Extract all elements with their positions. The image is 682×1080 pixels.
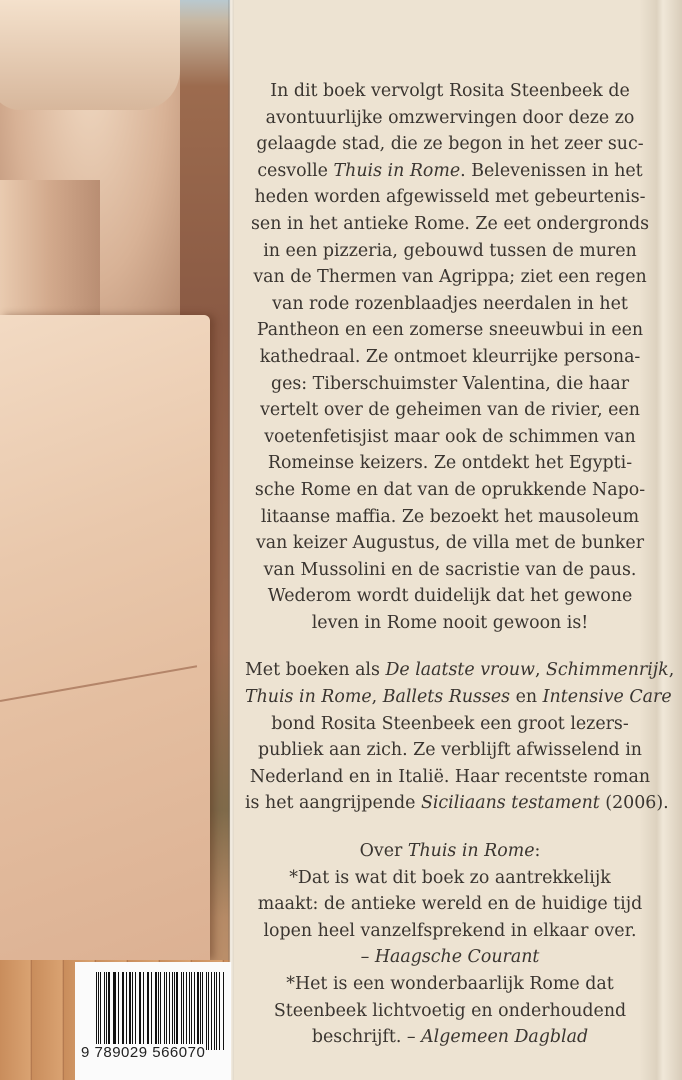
- blurb-line: [245, 998, 655, 1025]
- text-segment: In dit boek vervolgt Rosita Steenbeek de: [270, 81, 630, 101]
- text-segment: . Belevenissen in het: [460, 160, 643, 181]
- barcode-bar: [147, 972, 148, 1050]
- text-segment: en: [510, 687, 543, 708]
- blurb-text: [245, 78, 675, 1072]
- text-segment: is het aangrijpende: [245, 793, 421, 814]
- barcode-bar: [143, 972, 144, 1050]
- barcode: [75, 962, 231, 1080]
- blurb-line: [245, 158, 655, 185]
- blurb-line: [245, 737, 655, 764]
- blurb-line: [245, 424, 655, 451]
- column-shaft-image: [0, 180, 100, 320]
- barcode-bar: [100, 972, 101, 1050]
- text-segment: –: [360, 947, 375, 968]
- blurb-line: [245, 971, 655, 998]
- blurb-line: [245, 530, 655, 557]
- barcode-bar: [139, 972, 140, 1050]
- blurb-line: [245, 711, 655, 738]
- italic-title-text: Schimmenrijk: [546, 660, 669, 681]
- text-segment: cesvolle: [257, 160, 334, 181]
- text-segment: sen in het antieke Rome. Ze eet ondergronds: [251, 213, 649, 234]
- barcode-bar: [126, 972, 127, 1050]
- text-segment: (2006).: [599, 793, 669, 814]
- blurb-line: [245, 583, 655, 610]
- barcode-bar: [200, 972, 201, 1050]
- barcode-bar: [219, 972, 220, 1050]
- text-segment: van rode rozenblaadjes neerdalen in het: [272, 293, 628, 314]
- text-segment: lopen heel vanzelfsprekend in elkaar over.: [263, 920, 637, 941]
- barcode-bar: [216, 972, 217, 1050]
- barcode-bar: [181, 972, 183, 1050]
- blurb-line: [245, 557, 655, 584]
- barcode-bar: [108, 972, 110, 1050]
- barcode-bar: [194, 972, 195, 1050]
- text-segment: *Dat is wat dit boek zo aantrekkelijk: [289, 867, 611, 888]
- barcode-bar: [208, 972, 209, 1050]
- barcode-bar: [169, 972, 170, 1050]
- text-segment: heden worden afgewisseld met gebeurtenis-: [254, 187, 646, 208]
- text-segment: vertelt over de geheimen van de rivier, een: [260, 400, 640, 421]
- blurb-line: [245, 944, 655, 971]
- blurb-line: [245, 891, 655, 918]
- blurb-line: [245, 657, 675, 684]
- barcode-bar: [211, 972, 212, 1050]
- italic-title-text: Siciliaans testament: [420, 793, 600, 814]
- barcode-bar: [183, 972, 184, 1050]
- text-segment: leven in Rome nooit gewoon is!: [311, 612, 589, 633]
- blurb-line: [245, 1024, 655, 1051]
- blurb-paragraph: [245, 838, 655, 1051]
- blurb-line: [245, 264, 655, 291]
- text-segment: van Mussolini en de sacristie van de paus.: [263, 559, 637, 580]
- barcode-bar: [96, 972, 97, 1050]
- barcode-bar: [172, 972, 173, 1050]
- blurb-line: [245, 865, 655, 892]
- blurb-line: [245, 684, 672, 711]
- text-segment: Wederom wordt duidelijk dat het gewone: [267, 586, 633, 607]
- text-segment: avontuurlijke omzwervingen door deze zo: [265, 107, 635, 128]
- barcode-bar: [206, 972, 208, 1050]
- text-segment: Pantheon en een zomerse sneeuwbui in een: [256, 320, 644, 341]
- column-capital-image: [0, 0, 180, 110]
- barcode-bar: [186, 972, 187, 1050]
- barcode-bar: [158, 972, 159, 1050]
- barcode-bar: [122, 972, 123, 1050]
- text-segment: kathedraal. Ze ontmoet kleurrijke persona-: [259, 346, 641, 367]
- text-segment: *Het is een wonderbaarlijk Rome dat: [286, 974, 614, 994]
- italic-title-text: De laatste vrouw: [385, 660, 535, 681]
- barcode-bar: [98, 972, 99, 1050]
- barcode-bar: [223, 972, 224, 1050]
- barcode-bar: [164, 972, 165, 1050]
- italic-title-text: Algemeen Dagblad: [421, 1027, 589, 1048]
- blurb-line: [245, 918, 655, 945]
- barcode-bar: [104, 972, 105, 1050]
- text-segment: publiek aan zich. Ze verblijft afwisselend in: [258, 740, 642, 761]
- barcode-bar: [214, 972, 215, 1050]
- text-segment: Nederland en in Italië. Haar recentste roman: [249, 766, 651, 787]
- barcode-bar: [191, 972, 192, 1050]
- barcode-bar: [106, 972, 107, 1050]
- barcode-bar: [176, 972, 177, 1050]
- text-segment: maakt: de antieke wereld en de huidige tijd: [257, 894, 643, 915]
- italic-title-text: Thuis in Rome: [245, 687, 372, 708]
- barcode-bar: [140, 972, 141, 1050]
- text-segment: van de Thermen van Agrippa; ziet een regen: [253, 267, 647, 288]
- text-segment: beschrijft. –: [311, 1027, 422, 1048]
- blurb-line: [245, 504, 655, 531]
- blurb-paragraph: [245, 78, 655, 636]
- blurb-line: [245, 211, 655, 238]
- barcode-bar: [160, 972, 161, 1050]
- blurb-line: [245, 764, 655, 791]
- text-segment: ,: [371, 687, 383, 708]
- text-segment: Met boeken als: [245, 660, 386, 681]
- barcode-bar: [132, 972, 133, 1050]
- barcode-bar: [113, 972, 114, 1050]
- italic-title-text: Thuis in Rome: [333, 160, 461, 181]
- italic-title-text: Intensive Care: [542, 687, 672, 708]
- text-segment: litaanse maffia. Ze bezoekt het mausoleum: [260, 506, 640, 527]
- barcode-bar: [123, 972, 124, 1050]
- blurb-line: [245, 397, 655, 424]
- text-segment: ,: [534, 660, 546, 681]
- blurb-line: [245, 344, 655, 371]
- barcode-bar: [114, 972, 115, 1050]
- isbn-number: 9 789029 566070: [81, 1044, 206, 1061]
- blurb-line: [245, 78, 655, 105]
- text-segment: Over: [359, 841, 408, 862]
- cover-fold: [228, 0, 234, 1080]
- barcode-bar: [129, 972, 131, 1050]
- blurb-line: [245, 790, 669, 817]
- barcode-bar: [202, 972, 203, 1050]
- text-segment: sche Rome en dat van de oprukkende Napo-: [254, 479, 646, 500]
- italic-title-text: Ballets Russes: [382, 687, 511, 708]
- barcode-bar: [155, 972, 157, 1050]
- italic-title-text: Thuis in Rome: [407, 841, 535, 862]
- cover-photo-ruins: [0, 0, 230, 1080]
- blurb-paragraph: [245, 657, 675, 817]
- text-segment: in een pizzeria, gebouwd tussen de muren: [263, 240, 637, 261]
- blurb-line: [245, 291, 655, 318]
- text-segment: voetenfetisjist maar ook de schimmen van: [264, 426, 636, 447]
- text-segment: ,: [668, 660, 675, 681]
- text-segment: bond Rosita Steenbeek een groot lezers-: [271, 713, 629, 734]
- barcode-bar: [148, 972, 149, 1050]
- barcode-bar: [174, 972, 175, 1050]
- barcode-bar: [197, 972, 198, 1050]
- barcode-bar: [135, 972, 136, 1050]
- blurb-line: [245, 371, 655, 398]
- blurb-line: [245, 184, 655, 211]
- barcode-bars: [96, 972, 224, 1050]
- text-segment: :: [534, 841, 541, 862]
- text-segment: gelaagde stad, die ze begon in het zeer suc-: [256, 134, 644, 155]
- barcode-bar: [189, 972, 190, 1050]
- blurb-line: [245, 610, 655, 637]
- italic-title-text: Haagsche Courant: [374, 947, 540, 968]
- blurb-line: [245, 105, 655, 132]
- blurb-line: [245, 238, 655, 265]
- blurb-line: [245, 131, 655, 158]
- barcode-bar: [151, 972, 152, 1050]
- barcode-bar: [166, 972, 167, 1050]
- text-segment: van keizer Augustus, de villa met de bunker: [255, 533, 645, 554]
- blurb-line: [245, 317, 655, 344]
- text-segment: ges: Tiberschuimster Valentina, die haar: [270, 373, 630, 394]
- blurb-line: [245, 450, 655, 477]
- barcode-bar: [118, 972, 119, 1050]
- stone-block-image: [0, 315, 210, 960]
- blurb-line: [245, 477, 655, 504]
- blurb-line: [245, 838, 655, 865]
- text-segment: Steenbeek lichtvoetig en onderhoudend: [273, 1000, 627, 1021]
- text-segment: Romeinse keizers. Ze ontdekt het Egypti-: [267, 453, 633, 474]
